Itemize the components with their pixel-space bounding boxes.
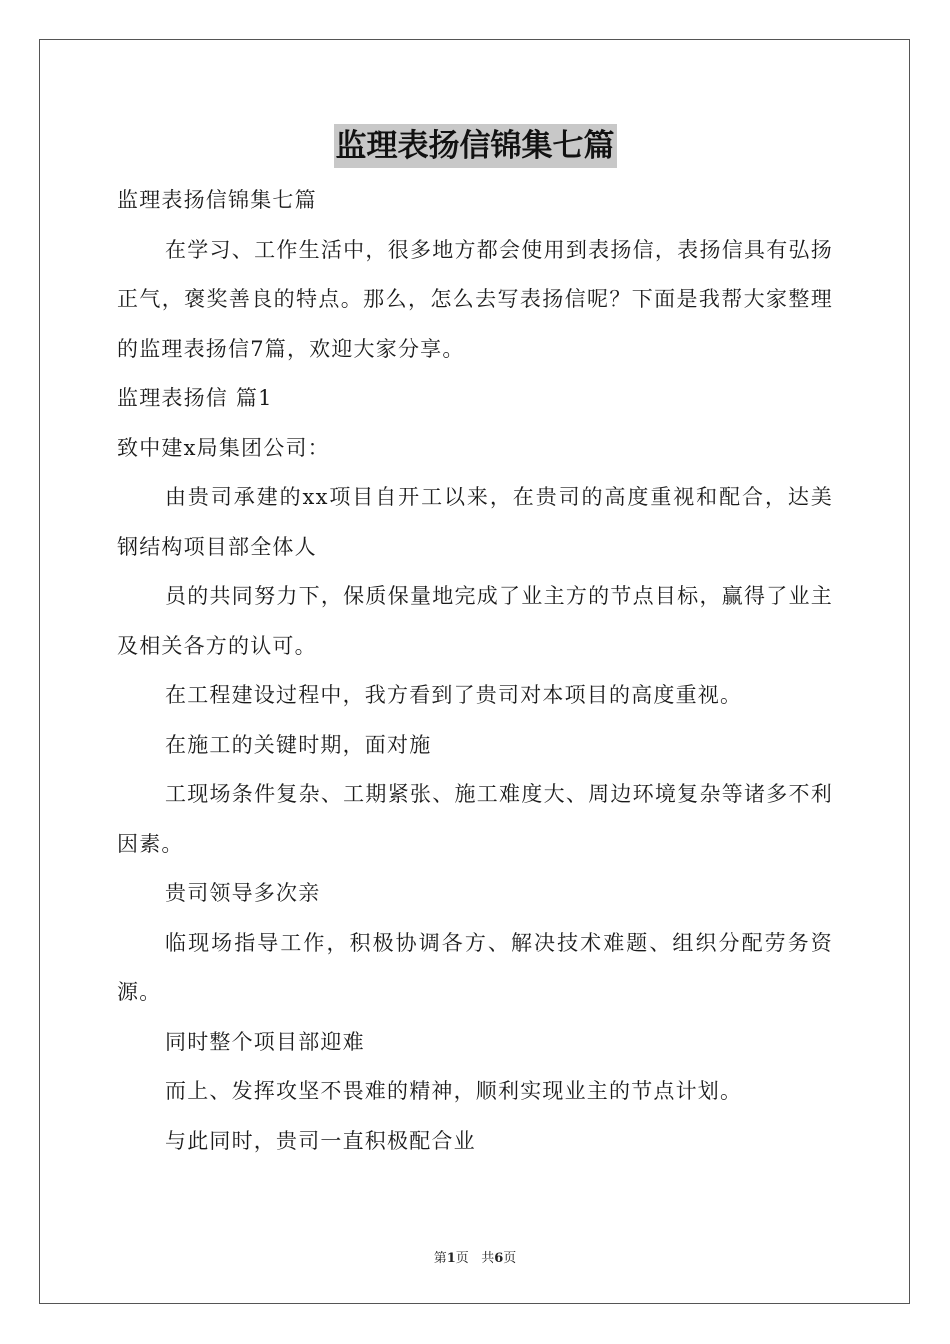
paragraph: 同时整个项目部迎难 bbox=[165, 1029, 365, 1054]
paragraph: 致中建x局集团公司： bbox=[117, 435, 330, 460]
paragraph: 在学习、工作生活中，很多地方都会使用到表扬信，表扬信具有弘扬正气，褒奖善良的特点。那么，怎么去写表扬信呢？下面是我帮大家整理的监理表扬信7篇，欢迎大家分享。 bbox=[117, 237, 833, 361]
footer-total-pages: 6 bbox=[494, 1251, 504, 1266]
paragraph: 在工程建设过程中，我方看到了贵司对本项目的高度重视。 bbox=[165, 683, 743, 707]
footer-page-suffix: 页 bbox=[455, 1251, 469, 1266]
paragraph: 监理表扬信锦集七篇 bbox=[117, 188, 317, 212]
paragraph: 临现场指导工作，积极协调各方、解决技术难题、组织分配劳务资源。 bbox=[117, 930, 833, 1004]
document-title: 监理表扬信锦集七篇 bbox=[334, 124, 617, 168]
document-body bbox=[117, 176, 833, 1166]
footer-page-number: 1 bbox=[446, 1251, 456, 1266]
page-footer bbox=[0, 1247, 950, 1266]
paragraph: 监理表扬信 篇1 bbox=[117, 386, 273, 410]
paragraph: 工现场条件复杂、工期紧张、施工难度大、周边环境复杂等诸多不利因素。 bbox=[117, 782, 833, 856]
document-title-wrap bbox=[0, 124, 950, 168]
paragraph: 在施工的关键时期，面对施 bbox=[165, 732, 432, 757]
footer-total-suffix: 页 bbox=[503, 1251, 517, 1266]
footer-total-prefix: 共 bbox=[481, 1251, 495, 1266]
paragraph: 而上、发挥攻坚不畏难的精神，顺利实现业主的节点计划。 bbox=[165, 1079, 743, 1103]
paragraph: 贵司领导多次亲 bbox=[165, 881, 321, 905]
paragraph: 由贵司承建的xx项目自开工以来，在贵司的高度重视和配合，达美钢结构项目部全体人 bbox=[117, 485, 833, 559]
paragraph: 与此同时，贵司一直积极配合业 bbox=[165, 1128, 476, 1153]
paragraph: 员的共同努力下，保质保量地完成了业主方的节点目标，赢得了业主及相关各方的认可。 bbox=[117, 584, 833, 658]
footer-page-prefix: 第 bbox=[433, 1251, 447, 1266]
